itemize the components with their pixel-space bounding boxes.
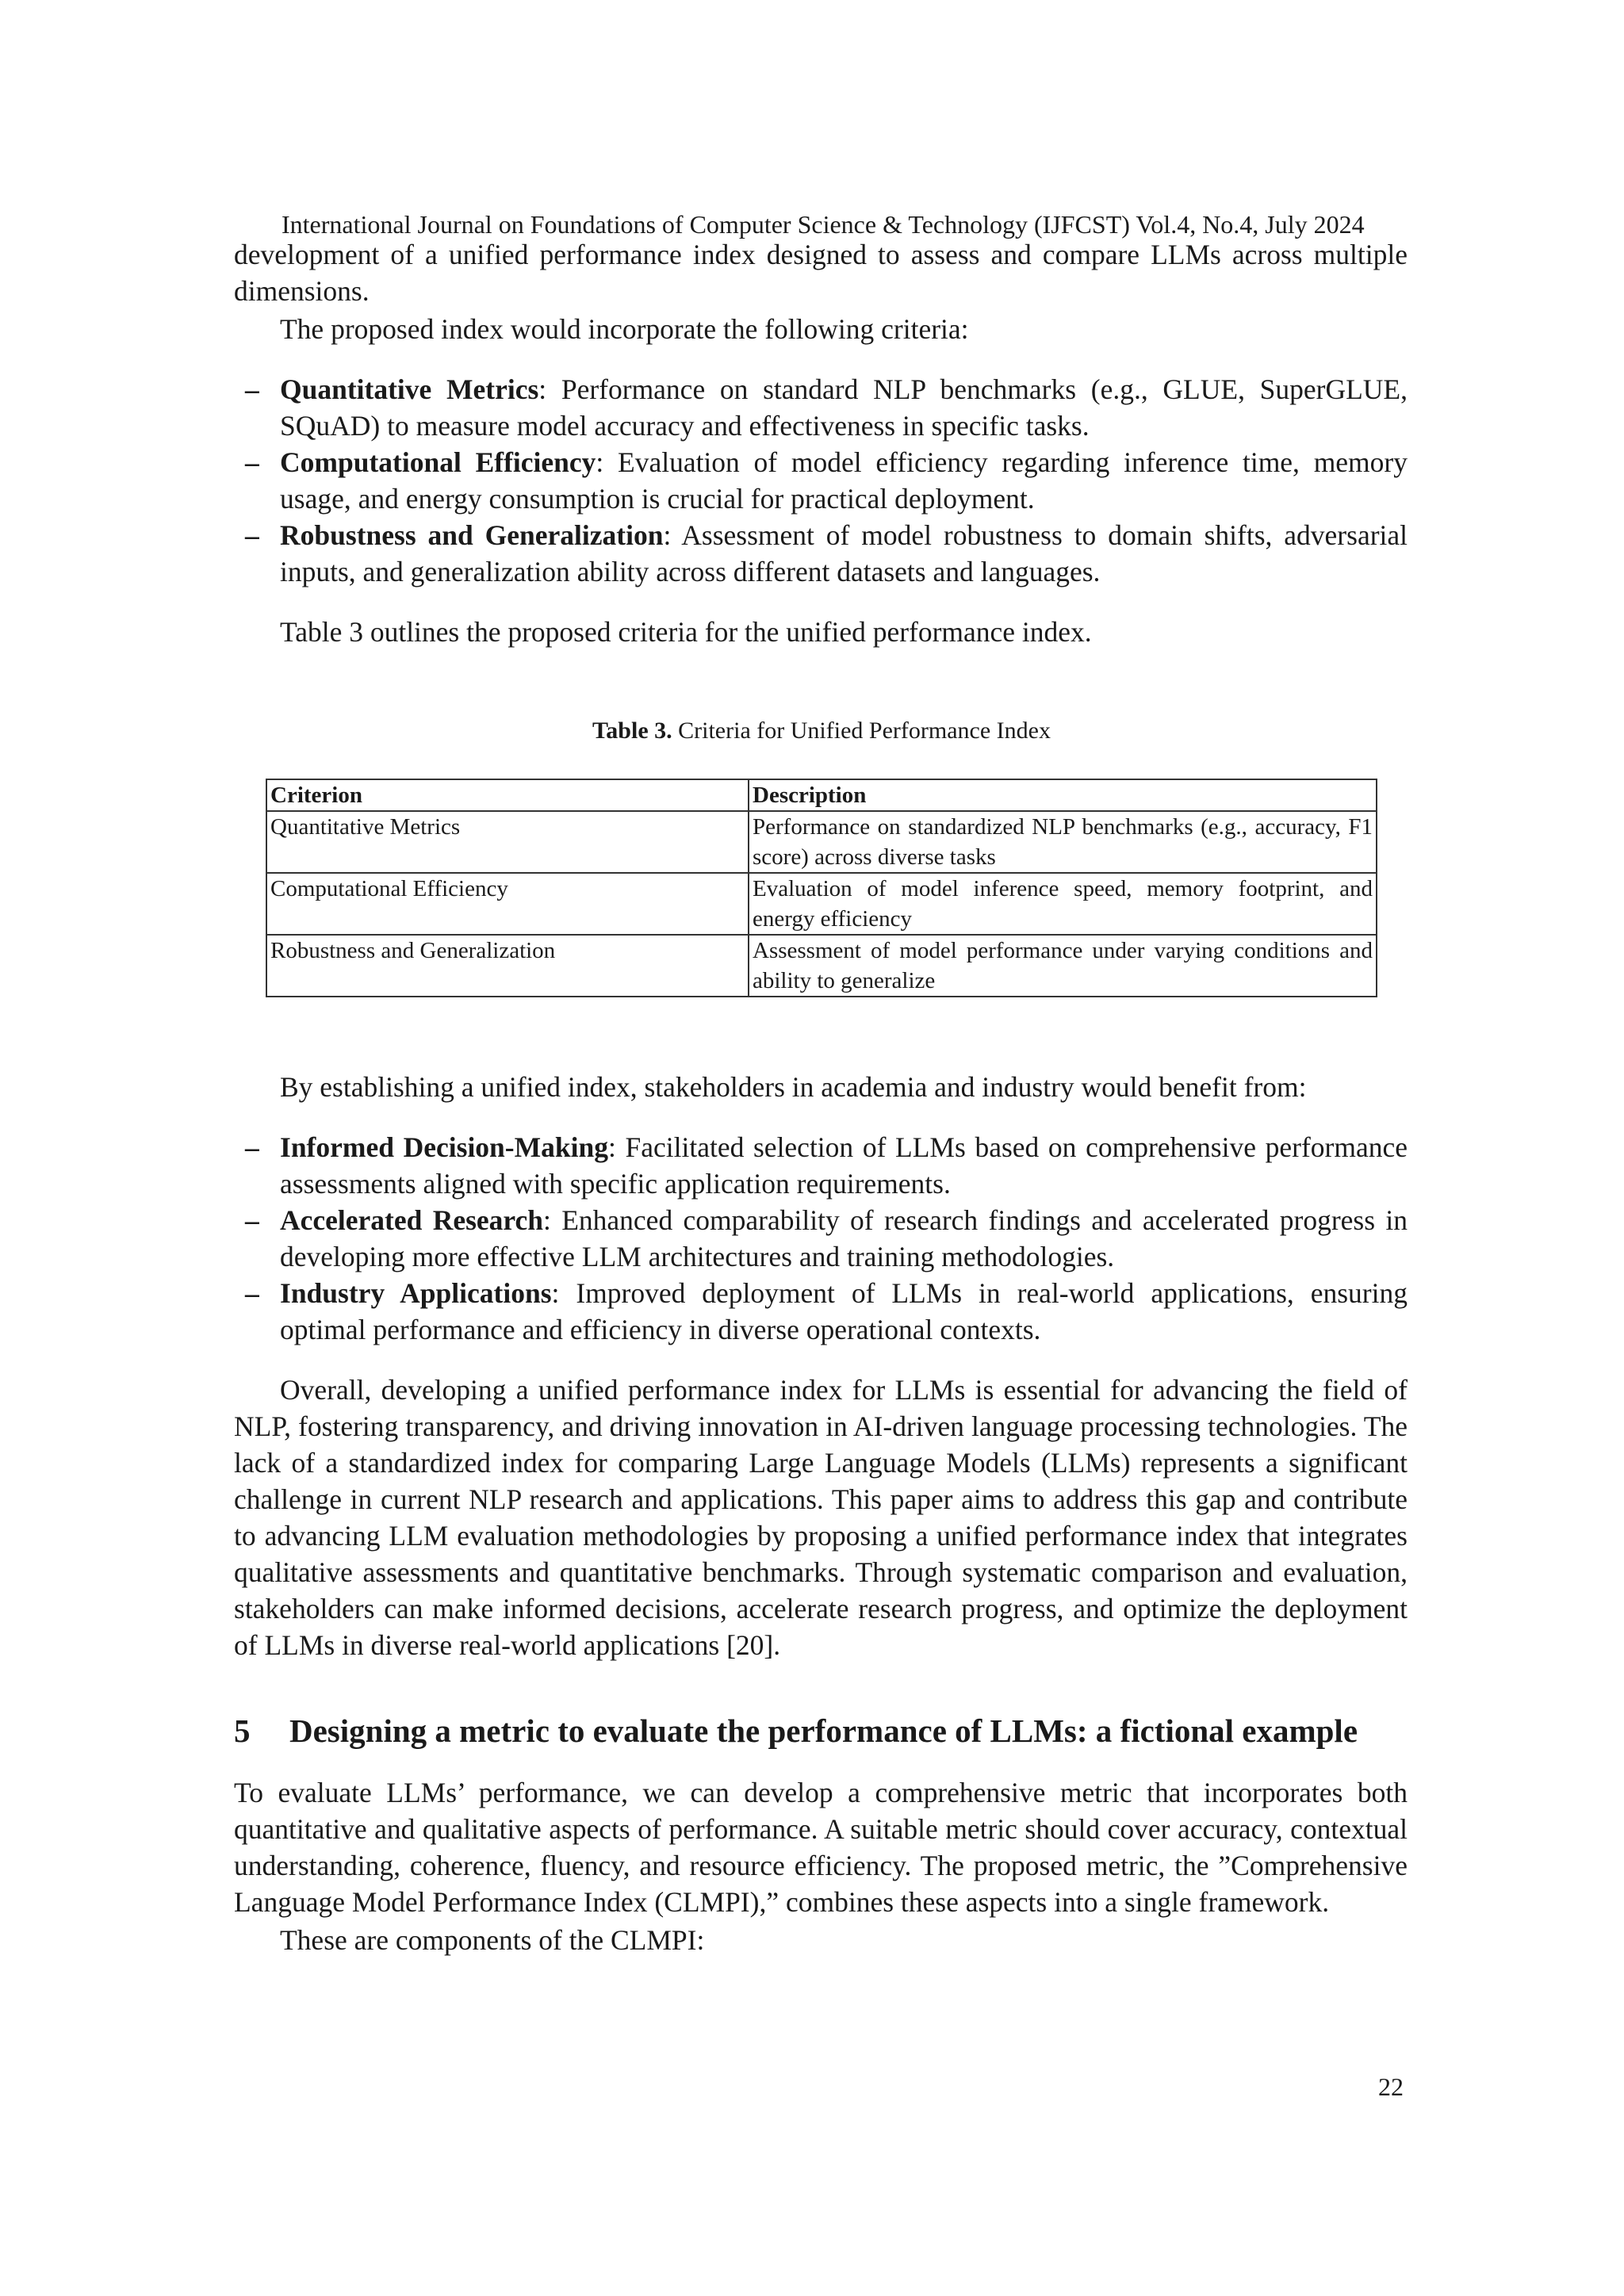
running-header: International Journal on Foundations of Computer Science & Technology (IJFCST) Vol.4, No.4, July 2024 — [282, 210, 1365, 239]
dash-bullet: – — [245, 446, 259, 478]
list-text: : Assessment of model robustness to domain shifts, adversarial inputs, and generalization ability across different datasets and languages. — [280, 519, 1408, 587]
paragraph-table-intro: Table 3 outlines the proposed criteria for the unified performance index. — [280, 616, 1092, 648]
dash-bullet: – — [245, 1204, 259, 1236]
table-3 — [266, 715, 1377, 997]
benefits-list — [234, 1129, 1408, 1348]
table-header-criterion: Criterion — [266, 779, 749, 811]
table-row — [266, 873, 1377, 935]
list-item — [234, 517, 1408, 590]
dash-bullet: – — [245, 519, 259, 551]
list-term: Informed Decision-Making — [280, 1131, 608, 1163]
dash-bullet: – — [245, 1131, 259, 1163]
table-caption-text: Criteria for Unified Performance Index — [678, 718, 1051, 744]
paragraph-continuation: development of a unified performance index designed to assess and compare LLMs across multiple dimensions. — [234, 239, 1408, 307]
section-title: Designing a metric to evaluate the performance of LLMs: a fictional example — [289, 1712, 1358, 1749]
table-cell-criterion: Computational Efficiency — [266, 873, 749, 935]
paragraph-benefits-intro: By establishing a unified index, stakeholders in academia and industry would benefit from: — [280, 1071, 1307, 1103]
section-number: 5 — [234, 1712, 251, 1749]
list-term: Industry Applications — [280, 1277, 552, 1309]
table-cell-criterion: Quantitative Metrics — [266, 811, 749, 873]
criteria-table — [266, 779, 1377, 997]
list-item — [234, 444, 1408, 517]
table-caption-label: Table 3. — [592, 718, 672, 744]
paragraph-metric-intro: To evaluate LLMs’ performance, we can develop a comprehensive metric that incorporates both quantitative and qualitative aspects of performance. A suitable metric should cover accuracy, contextual understanding, coherence, fluency, and resource efficiency. The proposed metric, the ”Comprehensive Language Model Performance Index (CLMPI),” combines these aspects into a single framework. — [234, 1777, 1408, 1918]
table-caption — [266, 715, 1377, 747]
list-text: : Facilitated selection of LLMs based on comprehensive performance assessments aligned with specific application requirements. — [280, 1131, 1408, 1200]
table-header-description: Description — [749, 779, 1377, 811]
page-content — [234, 236, 1408, 1958]
list-term: Computational Efficiency — [280, 446, 596, 478]
table-cell-description: Performance on standardized NLP benchmarks (e.g., accuracy, F1 score) across diverse tasks — [749, 811, 1377, 873]
list-text: : Evaluation of model efficiency regarding inference time, memory usage, and energy consumption is crucial for practical deployment. — [280, 446, 1408, 515]
paragraph-components-intro: These are components of the CLMPI: — [280, 1924, 705, 1956]
list-term: Quantitative Metrics — [280, 373, 539, 405]
table-cell-description: Assessment of model performance under varying conditions and ability to generalize — [749, 935, 1377, 997]
list-text: : Performance on standard NLP benchmarks (e.g., GLUE, SuperGLUE, SQuAD) to measure model accuracy and effectiveness in specific tasks. — [280, 373, 1408, 442]
dash-bullet: – — [245, 373, 259, 405]
list-text: : Improved deployment of LLMs in real-world applications, ensuring optimal performance and efficiency in diverse operational contexts. — [280, 1277, 1408, 1345]
table-header-row — [266, 779, 1377, 811]
page-number: 22 — [1378, 2072, 1404, 2101]
list-text: : Enhanced comparability of research findings and accelerated progress in developing more effective LLM architectures and training methodologies. — [280, 1204, 1408, 1272]
list-term: Accelerated Research — [280, 1204, 544, 1236]
table-row — [266, 935, 1377, 997]
paragraph-overall: Overall, developing a unified performance index for LLMs is essential for advancing the field of NLP, fostering transparency, and driving innovation in AI-driven language processing technologies. The lack of a standardized index for comparing Large Language Models (LLMs) represents a significant challenge in current NLP research and applications. This paper aims to address this gap and contribute to advancing LLM evaluation methodologies by proposing a unified performance index that integrates qualitative assessments and quantitative benchmarks. Through systematic comparison and evaluation, stakeholders can make informed decisions, accelerate research progress, and optimize the deployment of LLMs in diverse real-world applications [20]. — [234, 1374, 1408, 1661]
list-term: Robustness and Generalization — [280, 519, 664, 551]
section-heading — [234, 1711, 1408, 1751]
list-item — [234, 1129, 1408, 1202]
list-item — [234, 1202, 1408, 1275]
table-cell-criterion: Robustness and Generalization — [266, 935, 749, 997]
table-row — [266, 811, 1377, 873]
list-item — [234, 1275, 1408, 1348]
dash-bullet: – — [245, 1277, 259, 1309]
list-item — [234, 371, 1408, 444]
table-cell-description: Evaluation of model inference speed, memory footprint, and energy efficiency — [749, 873, 1377, 935]
paragraph-criteria-intro: The proposed index would incorporate the following criteria: — [280, 313, 969, 345]
criteria-list — [234, 371, 1408, 590]
